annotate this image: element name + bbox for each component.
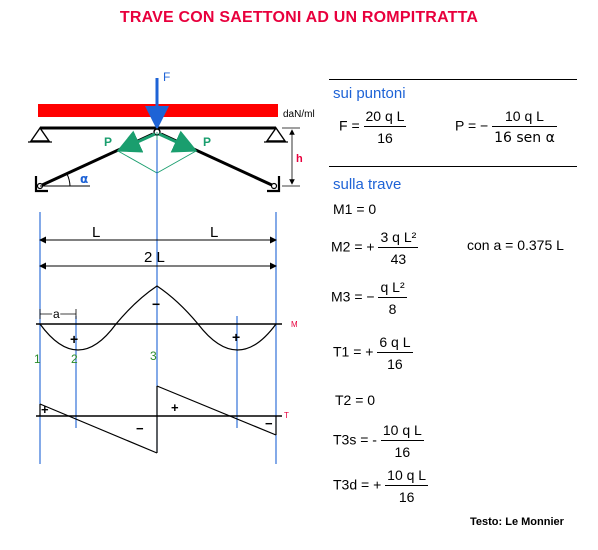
formula-P-fraction — [492, 108, 557, 146]
strut-force-arrow-left — [122, 134, 155, 149]
moment-sign-left: + — [70, 331, 79, 347]
shear-polyline — [40, 386, 276, 453]
source-credit: Testo: Le Monnier — [470, 516, 564, 528]
formula-T3s-lhs: T3s = - — [333, 431, 377, 448]
formula-M2-lhs: M2 = + — [331, 238, 375, 255]
moment-tag: M — [291, 320, 298, 329]
strut-force-label-right: P — [203, 135, 212, 149]
formula-P — [455, 108, 557, 146]
formula-T3s-fraction — [381, 422, 424, 460]
section-2-label: 2 — [71, 352, 78, 366]
formula-T1-fraction — [377, 334, 412, 372]
formula-M2 — [331, 229, 418, 267]
formula-F-num: 20 q L — [365, 108, 405, 124]
span-label-right: L — [210, 224, 219, 241]
span-label-left: L — [92, 224, 101, 241]
formula-M2-num: 3 q L² — [380, 229, 417, 245]
formula-F-den: 16 — [364, 126, 407, 146]
moment-sign-right: + — [232, 329, 241, 345]
angle-arc — [67, 174, 70, 186]
formula-T3d-lhs: T3d = + — [333, 476, 382, 493]
formula-T1-lhs: T1 = + — [333, 343, 374, 360]
section-3-label: 3 — [150, 349, 157, 363]
height-label: h — [296, 153, 303, 165]
shear-sign-1: + — [41, 402, 49, 417]
formula-T3d-fraction — [385, 467, 428, 505]
load-unit-label: daN/ml — [283, 109, 315, 120]
span-total-label: 2 L — [144, 249, 165, 266]
formula-P-den: 16 sen α — [492, 126, 557, 146]
formula-T2: T2 = 0 — [335, 392, 376, 408]
formula-T1-num: 6 q L — [379, 334, 411, 350]
formula-F-fraction — [364, 108, 407, 146]
strut-force-label-left: P — [104, 135, 113, 149]
formula-M2-den: 43 — [378, 247, 418, 267]
angle-label: α — [80, 172, 89, 186]
support-left — [28, 128, 52, 142]
formula-P-num: 10 q L — [505, 108, 544, 124]
formula-T3s-num: 10 q L — [382, 422, 422, 438]
formula-F — [339, 108, 406, 146]
support-right — [264, 128, 288, 142]
rule-trave-top — [329, 166, 577, 167]
moment-sign-center: − — [152, 296, 161, 312]
formula-M3-den: 8 — [378, 297, 406, 317]
shear-sign-2: + — [171, 400, 179, 415]
force-label: F — [163, 70, 171, 84]
a-label: a — [53, 307, 60, 321]
formula-M2-fraction — [378, 229, 418, 267]
section-1-label: 1 — [34, 352, 41, 366]
formula-T3d — [333, 467, 428, 505]
strut-force-arrow-right — [159, 134, 192, 149]
formula-M3-num: q L² — [380, 279, 405, 295]
shear-sign-4: − — [265, 416, 273, 431]
formula-T1-den: 16 — [377, 352, 412, 372]
formula-T3s-den: 16 — [381, 440, 424, 460]
page-title: TRAVE CON SAETTONI AD UN ROMPITRATTA — [119, 9, 479, 26]
formula-M3-lhs: M3 = − — [331, 288, 375, 305]
formula-F-lhs: F = — [339, 117, 360, 134]
formula-T3s — [333, 422, 424, 460]
formula-T1 — [333, 334, 413, 372]
heading-puntoni: sui puntoni — [333, 85, 406, 102]
formula-T3d-num: 10 q L — [387, 467, 427, 483]
formula-M3-fraction — [378, 279, 406, 317]
formula-M1: M1 = 0 — [333, 201, 377, 217]
shear-tag: T — [284, 411, 289, 420]
formula-P-lhs: P = − — [455, 117, 489, 134]
formula-M3 — [331, 279, 407, 317]
formula-T3d-den: 16 — [385, 485, 428, 505]
shear-sign-3: − — [136, 421, 144, 436]
formula-M2-note: con a = 0.375 L — [467, 237, 564, 253]
rule-puntoni-top — [329, 79, 577, 80]
heading-trave: sulla trave — [333, 176, 402, 193]
